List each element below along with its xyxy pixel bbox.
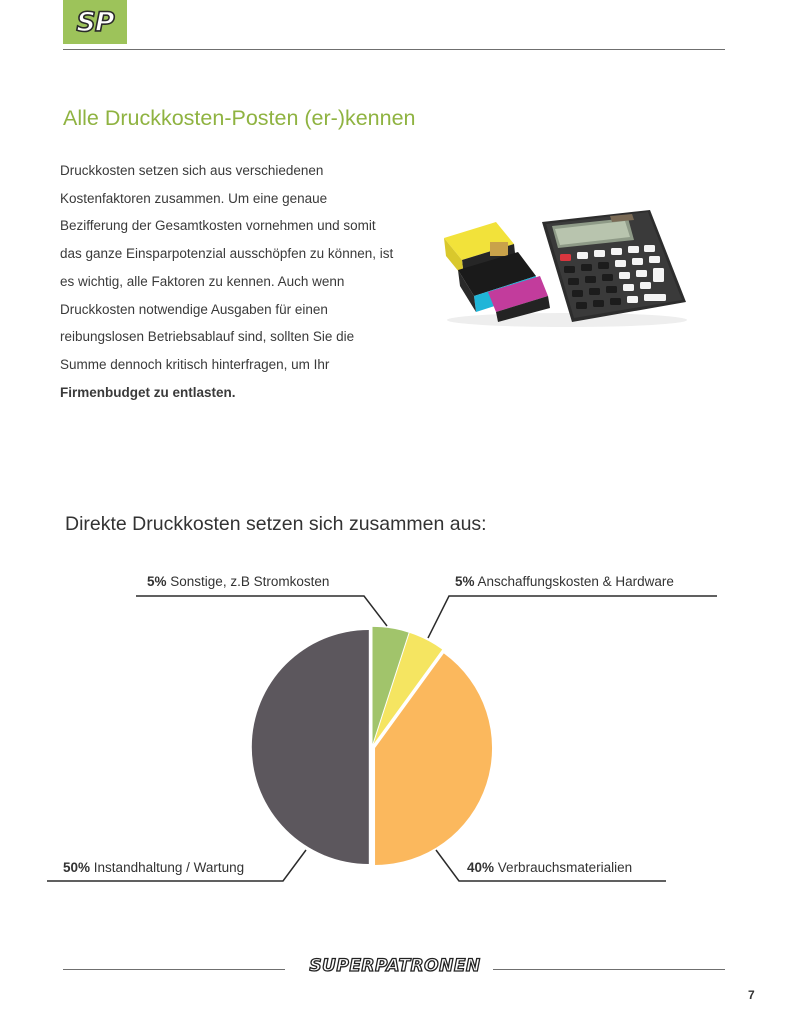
chart-heading: Direkte Druckkosten setzen sich zusammen aus: (65, 513, 487, 535)
slice-label-verbrauch (467, 860, 632, 875)
slice-percent: 5% (147, 574, 167, 589)
sp-logo[interactable] (63, 0, 127, 44)
pie-slice-instandhaltung (252, 630, 369, 864)
footer-divider-left (63, 969, 285, 970)
slice-percent: 5% (455, 574, 475, 589)
body-paragraph (60, 157, 395, 406)
slice-label-sonstige (147, 574, 329, 589)
section-heading: Alle Druckkosten-Posten (er-)kennen (63, 106, 416, 130)
slice-name: Sonstige, z.B Stromkosten (170, 574, 330, 589)
pie-slices (252, 627, 492, 865)
page-number: 7 (748, 988, 755, 1002)
slice-percent: 50% (63, 860, 91, 875)
body-paragraph-text: Druckkosten setzen sich aus verschiedenen Kostenfaktoren zusammen. Um eine genaue Bezifferung der Gesamtkosten vornehmen und somit das ganze Einsparpotenzial ausschöpfen zu können, ist es wichtig, alle Faktoren zu kennen. Auch wenn Druckkosten notwendige Ausgaben für einen reibungslosen Betriebsablauf sind, sollten Sie die Summe dennoch kritisch hinterfragen, um Ihr (60, 163, 394, 372)
cost-pie-chart (0, 560, 795, 900)
sp-logo-text: SP (76, 6, 114, 38)
body-paragraph-bold: Firmenbudget zu entlasten. (60, 384, 236, 400)
superpatronen-logo[interactable]: SUPERPATRONEN (309, 956, 481, 976)
slice-name: Anschaffungskosten & Hardware (477, 574, 674, 589)
slice-label-instandhaltung (63, 860, 244, 875)
slice-label-anschaffung (455, 574, 674, 589)
footer-divider-right (493, 969, 725, 970)
slice-name: Verbrauchsmaterialien (497, 860, 633, 875)
pie-slice-verbrauch (375, 653, 492, 865)
calculator (542, 210, 686, 322)
cartridges-calculator-image (432, 200, 692, 330)
slice-percent: 40% (467, 860, 495, 875)
header-divider (63, 49, 725, 50)
slice-name: Instandhaltung / Wartung (93, 860, 245, 875)
